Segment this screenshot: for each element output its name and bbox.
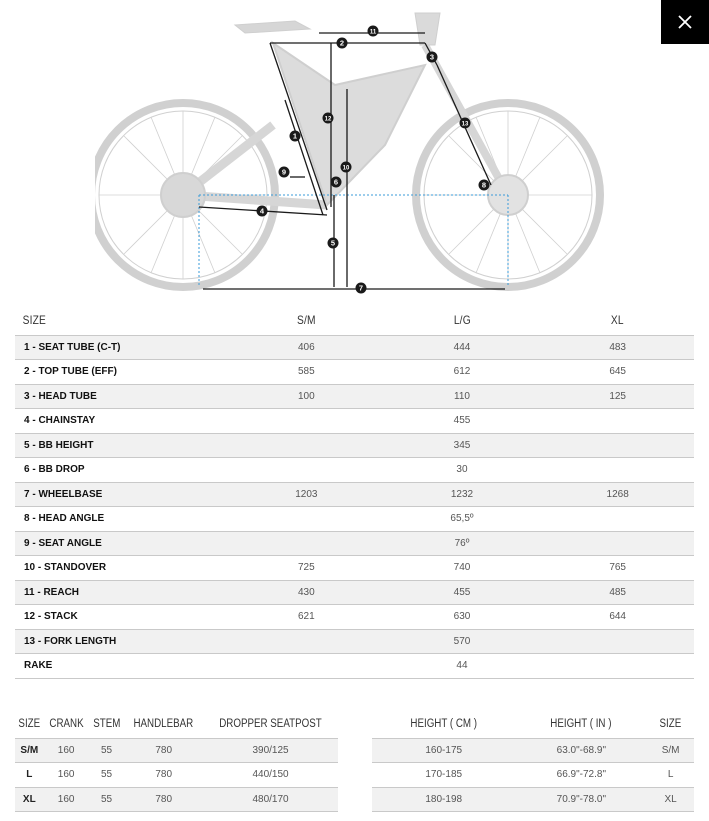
callout-12 — [323, 113, 334, 124]
component-seatpost: 440/150 — [203, 763, 338, 788]
component-stem: 55 — [89, 787, 125, 812]
rider-size: XL — [647, 787, 694, 812]
geometry-value-xl — [541, 531, 694, 556]
svg-text:12: 12 — [324, 116, 332, 123]
header-dropper-seatpost: DROPPER SEATPOST — [213, 710, 328, 738]
geometry-label: 6 - BB DROP — [15, 458, 230, 483]
geometry-value-lg: 30 — [383, 458, 542, 483]
geometry-label: 10 - STANDOVER — [15, 556, 230, 581]
header-size: SIZE — [15, 306, 198, 335]
callout-7 — [356, 283, 367, 294]
svg-text:9: 9 — [281, 167, 287, 177]
geometry-value-lg: 630 — [383, 605, 542, 630]
geometry-value-sm: 725 — [230, 556, 383, 581]
callout-6 — [331, 177, 342, 188]
geometry-value-xl — [541, 654, 694, 679]
geometry-label: 1 - SEAT TUBE (C-T) — [15, 335, 230, 360]
component-size: S/M — [15, 738, 44, 763]
svg-text:3: 3 — [429, 52, 435, 62]
header-stem: STEM — [91, 710, 121, 738]
callout-5 — [328, 238, 339, 249]
geometry-value-xl: 1268 — [541, 482, 694, 507]
geometry-row — [15, 335, 694, 360]
geometry-table — [15, 306, 694, 679]
svg-text:4: 4 — [259, 206, 265, 216]
callout-8 — [479, 180, 490, 191]
geometry-value-lg: 612 — [383, 360, 542, 385]
svg-text:2: 2 — [339, 38, 345, 48]
svg-text:7: 7 — [358, 283, 364, 293]
geometry-value-sm — [230, 507, 383, 532]
geometry-value-sm: 585 — [230, 360, 383, 385]
callout-1 — [290, 131, 301, 142]
rider-height-in: 70.9"-78.0" — [515, 787, 647, 812]
components-row — [15, 787, 338, 812]
geometry-row — [15, 433, 694, 458]
geometry-label: 13 - FORK LENGTH — [15, 629, 230, 654]
component-size: L — [15, 763, 44, 788]
geometry-row — [15, 360, 694, 385]
geometry-label: 7 - WHEELBASE — [15, 482, 230, 507]
rider-size: S/M — [647, 738, 694, 763]
rider-size-row — [372, 738, 694, 763]
svg-text:8: 8 — [481, 180, 487, 190]
rider-size-row — [372, 787, 694, 812]
callout-4 — [257, 206, 268, 217]
svg-text:13: 13 — [461, 121, 469, 128]
rider-size-row — [372, 763, 694, 788]
geometry-value-lg: 44 — [383, 654, 542, 679]
header-sm: S/M — [241, 306, 371, 335]
component-crank: 160 — [44, 787, 89, 812]
geometry-label: RAKE — [15, 654, 230, 679]
geometry-value-sm — [230, 654, 383, 679]
geometry-value-lg: 110 — [383, 384, 542, 409]
geometry-label: 5 - BB HEIGHT — [15, 433, 230, 458]
geometry-value-xl: 125 — [541, 384, 694, 409]
component-seatpost: 390/125 — [203, 738, 338, 763]
geometry-value-xl: 644 — [541, 605, 694, 630]
geometry-row — [15, 507, 694, 532]
rider-height-in: 63.0"-68.9" — [515, 738, 647, 763]
geometry-label: 9 - SEAT ANGLE — [15, 531, 230, 556]
geometry-value-sm: 1203 — [230, 482, 383, 507]
geometry-label: 3 - HEAD TUBE — [15, 384, 230, 409]
geometry-value-sm: 406 — [230, 335, 383, 360]
header-height-in: HEIGHT ( IN ) — [525, 710, 637, 738]
bike-geometry-diagram — [95, 5, 615, 297]
geometry-value-lg: 740 — [383, 556, 542, 581]
geometry-value-lg: 76º — [383, 531, 542, 556]
callout-3 — [427, 52, 438, 63]
header-lg: L/G — [395, 306, 530, 335]
component-crank: 160 — [44, 763, 89, 788]
components-row — [15, 738, 338, 763]
geometry-value-sm — [230, 629, 383, 654]
header-size: SIZE — [651, 710, 691, 738]
geometry-row — [15, 654, 694, 679]
header-height-cm: HEIGHT ( CM ) — [383, 710, 505, 738]
geometry-value-lg: 65,5º — [383, 507, 542, 532]
header-size: SIZE — [17, 710, 41, 738]
geometry-value-xl — [541, 409, 694, 434]
geometry-value-lg: 444 — [383, 335, 542, 360]
rider-height-in: 66.9"-72.8" — [515, 763, 647, 788]
geometry-value-sm — [230, 531, 383, 556]
geometry-row — [15, 458, 694, 483]
geometry-row — [15, 409, 694, 434]
geometry-label: 4 - CHAINSTAY — [15, 409, 230, 434]
svg-text:11: 11 — [369, 29, 377, 36]
geometry-value-xl: 483 — [541, 335, 694, 360]
geometry-value-xl — [541, 507, 694, 532]
geometry-row — [15, 580, 694, 605]
callout-9 — [279, 167, 290, 178]
header-handlebar: HANDLEBAR — [130, 710, 197, 738]
geometry-value-xl: 485 — [541, 580, 694, 605]
component-handlebar: 780 — [124, 763, 203, 788]
components-table — [15, 710, 338, 812]
geometry-value-xl — [541, 629, 694, 654]
geometry-row — [15, 384, 694, 409]
component-handlebar: 780 — [124, 738, 203, 763]
geometry-value-xl: 645 — [541, 360, 694, 385]
rider-height-cm: 180-198 — [372, 787, 515, 812]
header-crank: CRANK — [47, 710, 85, 738]
geometry-value-xl — [541, 458, 694, 483]
callout-10 — [341, 162, 352, 173]
header-xl: XL — [553, 306, 683, 335]
geometry-value-lg: 1232 — [383, 482, 542, 507]
component-seatpost: 480/170 — [203, 787, 338, 812]
callout-13 — [460, 118, 471, 129]
geometry-value-lg: 570 — [383, 629, 542, 654]
rider-size-header-row — [372, 710, 694, 738]
components-header-row — [15, 710, 338, 738]
geometry-label: 8 - HEAD ANGLE — [15, 507, 230, 532]
component-crank: 160 — [44, 738, 89, 763]
geometry-value-sm: 100 — [230, 384, 383, 409]
callout-11 — [368, 26, 379, 37]
geometry-value-lg: 455 — [383, 580, 542, 605]
geometry-value-lg: 455 — [383, 409, 542, 434]
component-stem: 55 — [89, 738, 125, 763]
geometry-value-sm: 430 — [230, 580, 383, 605]
svg-text:5: 5 — [330, 238, 336, 248]
rider-height-cm: 170-185 — [372, 763, 515, 788]
geometry-header-row — [15, 306, 694, 335]
svg-text:6: 6 — [333, 177, 339, 187]
component-stem: 55 — [89, 763, 125, 788]
components-row — [15, 763, 338, 788]
geometry-label: 12 - STACK — [15, 605, 230, 630]
component-size: XL — [15, 787, 44, 812]
svg-text:1: 1 — [292, 131, 298, 141]
rider-height-cm: 160-175 — [372, 738, 515, 763]
geometry-row — [15, 531, 694, 556]
geometry-label: 11 - REACH — [15, 580, 230, 605]
close-icon — [677, 14, 693, 30]
close-button[interactable] — [661, 0, 709, 44]
rider-size: L — [647, 763, 694, 788]
geometry-value-sm: 621 — [230, 605, 383, 630]
geometry-value-lg: 345 — [383, 433, 542, 458]
geometry-row — [15, 482, 694, 507]
geometry-value-sm — [230, 433, 383, 458]
callout-2 — [337, 38, 348, 49]
geometry-label: 2 - TOP TUBE (EFF) — [15, 360, 230, 385]
component-handlebar: 780 — [124, 787, 203, 812]
geometry-value-sm — [230, 458, 383, 483]
geometry-value-xl: 765 — [541, 556, 694, 581]
geometry-row — [15, 605, 694, 630]
geometry-row — [15, 556, 694, 581]
geometry-row — [15, 629, 694, 654]
svg-text:10: 10 — [342, 165, 350, 172]
geometry-value-xl — [541, 433, 694, 458]
geometry-value-sm — [230, 409, 383, 434]
rider-size-table — [372, 710, 694, 812]
